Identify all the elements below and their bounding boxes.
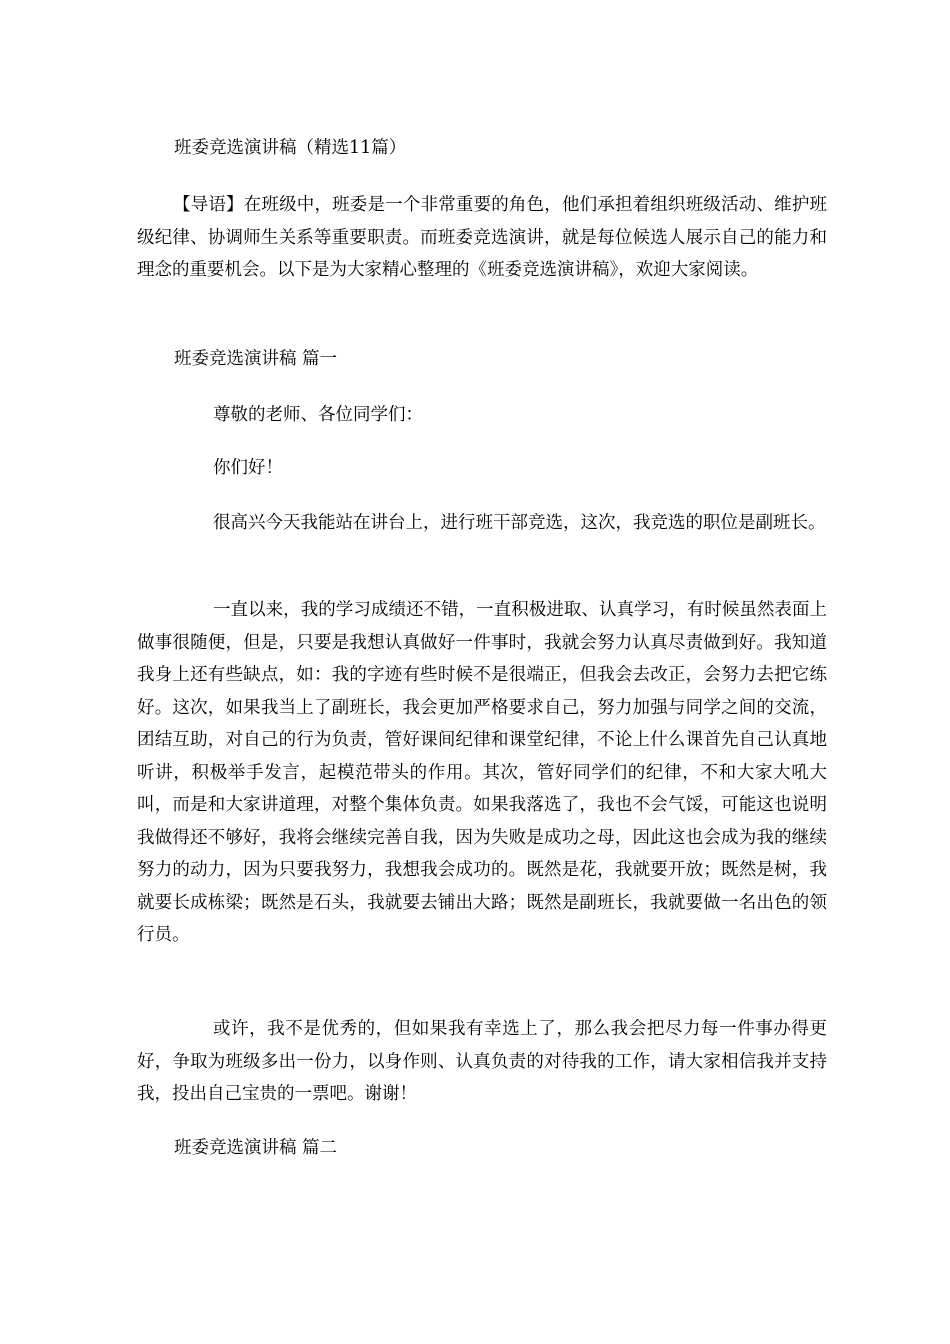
body-paragraph-1: 很高兴今天我能站在讲台上，进行班干部竞选，这次，我竞选的职位是副班长。 <box>213 513 826 533</box>
intro-paragraph: 【导语】在班级中，班委是一个非常重要的角色，他们承担着组织班级活动、维护班级纪律、协调师生关系等重要职责。而班委竞选演讲，就是每位候选人展示自己的能力和理念的重要机会。以下是为大家精心整理的《班委竞选演讲稿》，欢迎大家阅读。 <box>137 195 827 280</box>
section-heading-1: 班委竞选演讲稿 篇一 <box>174 349 338 369</box>
salutation: 尊敬的老师、各位同学们： <box>213 405 423 425</box>
document-title: 班委竞选演讲稿（精选11篇） <box>174 138 407 158</box>
greeting: 你们好！ <box>213 458 283 478</box>
section-heading-2: 班委竞选演讲稿 篇二 <box>174 1138 338 1158</box>
body-paragraph-2: 一直以来，我的学习成绩还不错，一直积极进取、认真学习，有时候虽然表面上做事很随便，但是，只要是我想认真做好一件事时，我就会努力认真尽责做到好。我知道我身上还有些缺点，如：我的字迹有些时候不是很端正，但我会去改正，会努力去把它练好。这次，如果我当上了副班长，我会更加严格要求自己，努力加强与同学之间的交流，团结互助，对自己的行为负责，管好课间纪律和课堂纪律，不论上什么课首先自己认真地听讲，积极举手发言，起模范带头的作用。其次，管好同学们的纪律，不和大家大吼大叫，而是和大家讲道理，对整个集体负责。如果我落选了，我也不会气馁，可能这也说明我做得还不够好，我将会继续完善自我，因为失败是成功之母，因此这也会成为我的继续努力的动力，因为只要我努力，我想我会成功的。既然是花，我就要开放；既然是树，我就要长成栋梁；既然是石头，我就要去铺出大路；既然是副班长，我就要做一名出色的领行员。 <box>137 600 827 945</box>
body-paragraph-3: 或许，我不是优秀的，但如果我有幸选上了，那么我会把尽力每一件事办得更好，争取为班级多出一份力，以身作则、认真负责的对待我的工作，请大家相信我并支持我，投出自己宝贵的一票吧。谢谢！ <box>137 1019 827 1104</box>
